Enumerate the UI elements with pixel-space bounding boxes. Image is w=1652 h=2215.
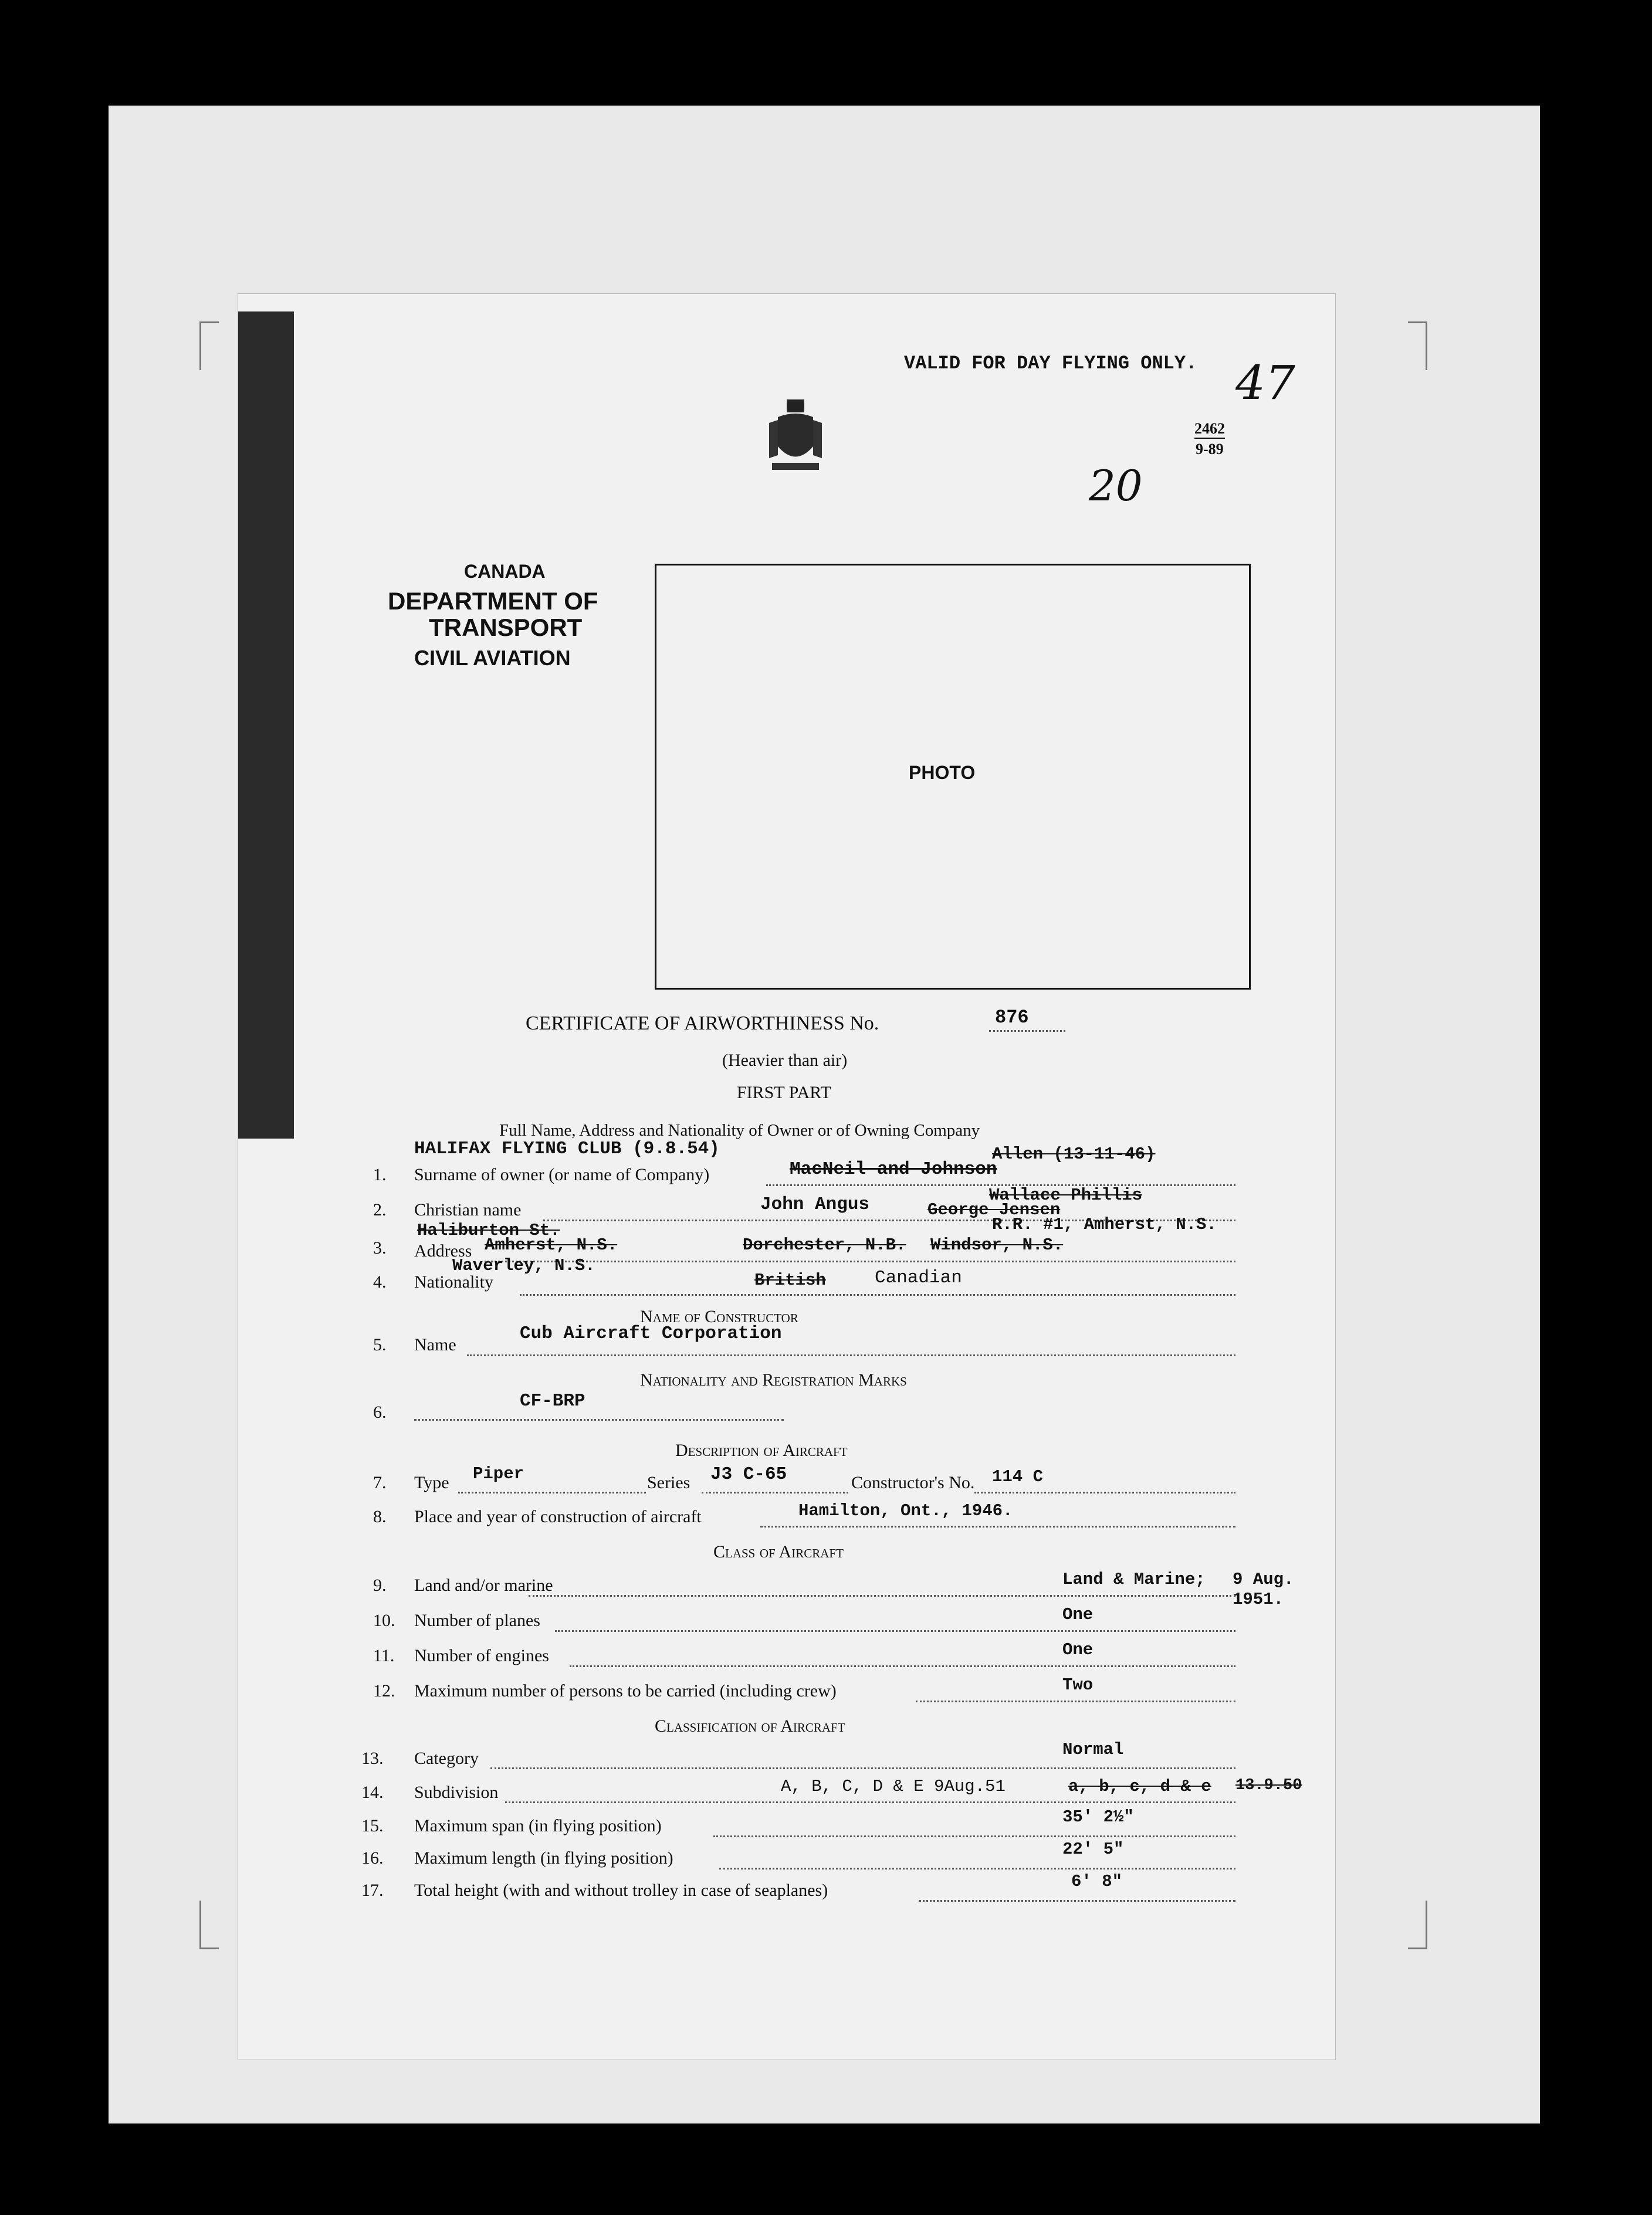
row-number: 6. [373,1403,387,1422]
page-number: 47 [1235,355,1295,410]
dotted-line [702,1492,848,1493]
corner-bracket [1408,321,1427,370]
row-number: 10. [373,1611,395,1630]
issuer-transport: TRANSPORT [429,614,583,641]
issuer-department: DEPARTMENT OF [388,587,598,615]
row1-label: Surname of owner (or name of Company) [414,1165,710,1184]
dotted-line [919,1900,1235,1902]
dotted-line [974,1492,1235,1493]
row2-label: Christian name [414,1200,522,1220]
row3-waverley: Waverley, N.S. [452,1256,595,1275]
row14-label: Subdivision [414,1783,499,1802]
coat-of-arms-icon [766,399,825,476]
registration-heading: Nationality and Registration Marks [640,1370,907,1390]
certificate-part: FIRST PART [737,1083,831,1102]
row14-struck-date: 13.9.50 [1235,1777,1302,1794]
certificate-page [238,293,1336,2060]
row2-value2: George Jensen [927,1200,1061,1220]
dotted-line [485,1261,1235,1262]
row4-label: Nationality [414,1272,493,1292]
row3-label: Address [414,1241,472,1261]
certificate-subtitle: (Heavier than air) [722,1051,848,1070]
dotted-line [555,1630,1235,1632]
row1-value: MacNeil and Johnson [790,1159,997,1180]
description-heading: Description of Aircraft [675,1441,848,1460]
row-number: 13. [361,1749,384,1768]
row-number: 11. [373,1646,395,1665]
corner-bracket [199,1901,219,1949]
photo-label: PHOTO [909,762,976,783]
form-number-top: 2462 [1194,420,1225,439]
row13-label: Category [414,1749,479,1768]
dotted-line [529,1595,1235,1597]
corner-bracket [199,321,219,370]
row3-value3: Windsor, N.S. [930,1235,1064,1255]
row8-value: Hamilton, Ont., 1946. [798,1501,1013,1520]
dotted-line [414,1419,784,1421]
photo-box [655,564,1251,990]
row9-label: Land and/or marine [414,1576,553,1595]
row2-over: Wallace Phillis [989,1186,1143,1205]
row2-value: John Angus [760,1194,870,1215]
valid-day-only: VALID FOR DAY FLYING ONLY. [904,353,1197,374]
row-number: 2. [373,1200,387,1220]
row16-label: Maximum length (in flying position) [414,1848,673,1868]
row17-label: Total height (with and without trolley in case of seaplanes) [414,1881,828,1900]
owner-heading: Full Name, Address and Nationality of Owner or of Owning Company [499,1121,980,1140]
row8-label: Place and year of construction of aircraft [414,1507,702,1526]
binding-tape [238,311,294,1139]
row14-value: A, B, C, D & E 9Aug.51 [781,1777,1006,1796]
dotted-line [520,1294,1235,1296]
row3-over: R.R. #1, Amherst, N.S. [992,1215,1217,1234]
issuer-branch: CIVIL AVIATION [414,646,571,670]
row10-value: One [1062,1605,1094,1624]
row10-label: Number of planes [414,1611,540,1630]
dotted-line [467,1354,1235,1356]
row5-label: Name [414,1335,456,1354]
row15-value: 35' 2½" [1062,1807,1134,1827]
row-number: 7. [373,1473,387,1492]
series-value: J3 C-65 [710,1464,787,1485]
row11-value: One [1062,1640,1094,1659]
row15-label: Maximum span (in flying position) [414,1816,662,1835]
row-number: 16. [361,1848,384,1868]
constructor-no-value: 114 C [992,1467,1044,1486]
row-number: 4. [373,1272,387,1292]
dotted-line [989,1030,1065,1032]
handwritten-number: 20 [1089,461,1143,510]
row9-note: 9 Aug. 1951. [1233,1570,1294,1609]
dotted-line [713,1835,1235,1837]
row5-value: Cub Aircraft Corporation [520,1323,782,1344]
row17-value: 6' 8" [1071,1872,1123,1891]
row-number: 17. [361,1881,384,1900]
series-label: Series [647,1473,690,1492]
owner-struck-allen: Allen (13-11-46) [992,1144,1156,1164]
corner-bracket [1408,1901,1427,1949]
issuer-country: CANADA [464,561,546,582]
certificate-number: 876 [995,1007,1029,1028]
dotted-line [916,1701,1235,1702]
row-number: 12. [373,1681,395,1701]
certificate-title: CERTIFICATE OF AIRWORTHINESS No. [526,1012,879,1034]
row16-value: 22' 5" [1062,1840,1124,1859]
row9-value: Land & Marine; [1062,1570,1206,1589]
dotted-line [458,1492,646,1493]
row3-value2: Dorchester, N.B. [743,1235,906,1255]
type-value: Piper [473,1464,524,1484]
classification-heading: Classification of Aircraft [655,1716,845,1736]
constructor-heading: Name of Constructor [640,1307,798,1326]
row-number: 3. [373,1238,387,1258]
constructor-no-label: Constructor's No. [851,1473,975,1492]
row14-struck: a, b, c, d & e [1068,1777,1211,1796]
row12-value: Two [1062,1675,1094,1695]
row-number: 9. [373,1576,387,1595]
dotted-line [570,1665,1235,1667]
dotted-line [719,1868,1235,1869]
row4-value: Canadian [875,1268,962,1288]
row-number: 1. [373,1165,387,1184]
row-number: 8. [373,1507,387,1526]
halifax-flying-club: HALIFAX FLYING CLUB (9.8.54) [414,1139,720,1159]
class-heading: Class of Aircraft [713,1542,844,1562]
row11-label: Number of engines [414,1646,549,1665]
row6-value: CF-BRP [520,1391,585,1411]
row-number: 14. [361,1783,384,1802]
row-number: 15. [361,1816,384,1835]
dotted-line [490,1767,1235,1769]
dotted-line [505,1801,1235,1803]
row-number: 5. [373,1335,387,1354]
row13-value: Normal [1062,1740,1124,1759]
row12-label: Maximum number of persons to be carried (including crew) [414,1681,837,1701]
form-number-bottom: 9-89 [1196,441,1224,458]
type-label: Type [414,1473,449,1492]
dotted-line [760,1526,1235,1528]
row4-struck: British [754,1271,826,1290]
row3-value1: Haliburton St. [417,1221,560,1240]
row3-value1b: Amherst, N.S. [485,1235,618,1255]
